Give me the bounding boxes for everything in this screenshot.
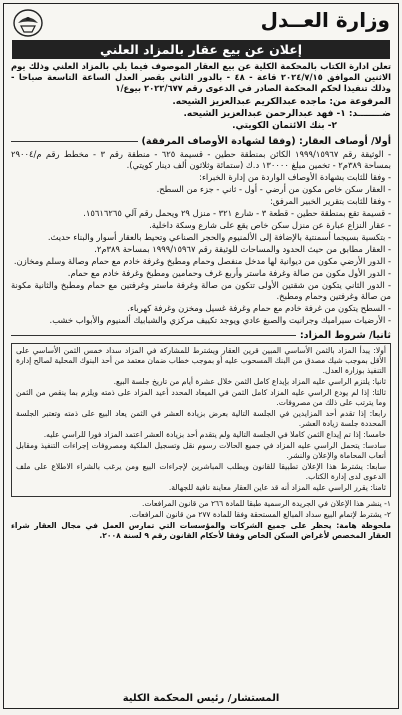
term-item: سابعا: يشترط هذا الإعلان تطبيقا للقانون ويطلب المباشرين لإجراءات البيع ومن يرغب بالشراء الاطلاع على ملف الدعوى لدى إدارة الكتاب. <box>16 462 386 481</box>
signature: المستشار/ رئيس المحكمة الكلية <box>122 693 280 704</box>
term-item: ثامنا: يقرر الراسي عليه المزاد أنه قد عاين العقار معاينة نافية للجهالة. <box>168 483 386 492</box>
desc-line: - الدور الأول مكون من صالة وغرفة ماستر وأربع غرف وحمامين ومطبخ وغرفة خادم مع حمام. <box>67 268 391 278</box>
defendant-1: ضــــــــد: ١- فهد عبدالرحمن عبدالعزيز الشيحه. <box>183 109 391 119</box>
note-item: ١- ينشر هذا الإعلان في الجريدة الرسمية طبقا للمادة ٢٦٦ من قانون المرافعات. <box>142 499 391 508</box>
desc-line: - الدور الأرضي مكون من ديوانية لها مدخل منفصل وحمام ومطبخ وغرفة خادم مع حمام وصالة وسلم ومخازن. <box>13 256 391 266</box>
announcement-page <box>3 3 399 709</box>
property-description <box>11 149 391 326</box>
desc-line: - الدور الثاني يتكون من شقتين الأولى تتكون من صالة وغرفة ماستر وغرفتين مع حمام ومطبخ والثانية مكونة من صالة وغرفتين وحمام ومطبخ. <box>11 280 391 301</box>
note-item: ٢- يشترط لإتمام البيع سداد المبالغ المستحقة وفقا للمادة ٢٧٧ من قانون المرافعات. <box>129 510 391 519</box>
term-item: أولا: يبدأ المزاد بالثمن الأساسي المبين قرين العقار ويشترط للمشاركة في المزاد سداد خمس الثمن الأساسي على الأقل بموجب شيك مصدق من البنك المسحوب عليه أو بموجب خطاب ضمان معتمد من أحد البنوك المحلية لصالح إدارة التنفيذ بوزارة العدل. <box>16 346 386 375</box>
desc-line: - العقار سكن خاص مكون من أرضي - أول - ثاني - جزء من السطح. <box>156 184 391 194</box>
note-item: ملحوظة هامة: يحظر على جميع الشركات والمؤسسات التي تمارس العمل في مجال العقار شراء العقار المخصص لأغراض السكن الخاص وفقا لأحكام القانون رقم ٩ لسنة ٢٠٠٨. <box>11 521 391 540</box>
header <box>4 4 398 40</box>
desc-line: - الوثيقة رقم ١٩٩٩/١٥٩٦٧ الكائن بمنطقة حطين - قسيمة ٦٢٥ - منطقة رقم ٣ - مخطط رقم م/٢٩٠٠٤ بمساحة ٣٨٩م٢ - تخمين مبلغ ١٣٠٠٠٠ د.ك (ستمائة وثلاثون ألف دينار كويتي). <box>11 149 391 170</box>
desc-line: - الأرضيات سيراميك وجرانيت والصبغ عادي ويوجد تكييف مركزي والشبابيك ألمنيوم والأبواب خشب. <box>49 315 391 325</box>
announcement-body <box>4 59 398 544</box>
desc-line: - قسيمة تقع بمنطقة حطين - قطعة ٣ - شارع ٣٢١ - منزل ٢٩ ويحمل رقم آلي ١٥٦١٦٢٦٥. <box>83 208 391 218</box>
notes-block <box>11 499 391 541</box>
desc-line: - وفقا للثابت بتقرير الخبير المرفق: <box>270 196 391 206</box>
term-item: خامسا: إذا تم إيداع الثمن كاملا في الجلسة التالية ولم يتقدم أحد بزيادة العشر اعتمد المزاد فورا للراسي عليه. <box>43 430 386 439</box>
desc-line: - السطح يتكون من غرفة خادم مع حمام وغرفة غسيل ومخزن وغرفة كهرباء. <box>127 303 391 313</box>
term-item: ثالثا: إذا لم يودع الراسي عليه المزاد كامل الثمن في الميعاد المحدد أعيد المزاد على ذمته ويلزم بما ينقص من الثمن وما يترتب على ذلك من مصروفات. <box>16 388 386 407</box>
section-2-heading <box>11 330 391 341</box>
intro-text: تعلن ادارة الكتاب بالمحكمة الكلية عن بيع العقار الموصوف فيما يلي بالمزاد العلني وذلك يوم الاثنين الموافق ٢٠٢٤/٧/١٥ قاعة - ٤٨ - بالدور الثاني بقصر العدل الساعة التاسعة صباحا - وذلك تنفيذا لحكم المحكمة الصادر في الدعوى رقم ٢٠٢٢/٦٧٧ بيوع/١ <box>11 61 391 93</box>
section-1-heading <box>11 136 391 147</box>
parties-block <box>11 96 391 132</box>
defendant-2: ٢- بنك الائتمان الكويتي. <box>232 121 337 131</box>
section-1-title: أولا/ أوصاف العقار: (وفقا لشهادة الأوصاف المرفقة) <box>141 136 391 147</box>
term-item: رابعا: إذا تقدم أحد المزايدين في الجلسة التالية بعرض بزيادة العشر في الثمن يعاد البيع على ذمته وتعتبر الجلسة المحددة جلسة زيادة العشر. <box>16 409 386 428</box>
term-item: ثانيا: يلتزم الراسي عليه المزاد بإيداع كامل الثمن خلال عشرة أيام من تاريخ جلسة البيع. <box>113 377 386 386</box>
desc-line: - عقار النزاع عبارة عن منزل سكن خاص يقع على شارع وسكة داخلية. <box>149 220 391 230</box>
auction-terms <box>11 343 391 497</box>
ministry-title: وزارة العــدل <box>260 8 390 32</box>
desc-line: - بتكسية بسيجما أسمنتية بالإضافة إلى الألمنيوم والحجر الصناعي وتحيط بالعقار أسوار والبناء حديث. <box>47 232 391 242</box>
announcement-title: إعلان عن بيع عقار بالمزاد العلني <box>12 40 390 59</box>
plaintiff: المرفوعة من: ماجده عبدالكريم عبدالعزيز الشيحه. <box>172 97 391 107</box>
desc-line: - وفقا للثابت بشهادة الأوصاف الواردة من إدارة الخبراء: <box>199 172 391 182</box>
desc-line: - العقار مطابق من حيث الحدود والمساحات للوثيقة رقم ١٩٩٩/١٥٩٦٧ بمساحة ٣٨٩م٢. <box>94 244 391 254</box>
section-2-title: ثانيا/ شروط المزاد: <box>299 330 391 341</box>
state-emblem-icon <box>12 8 44 38</box>
term-item: سادسا: يتحمل الراسي عليه المزاد في جميع الحالات رسوم نقل وتسجيل الملكية ومصروفات إجراءات التنفيذ ومقابل أتعاب المحاماة والإعلان والنشر. <box>16 441 386 460</box>
